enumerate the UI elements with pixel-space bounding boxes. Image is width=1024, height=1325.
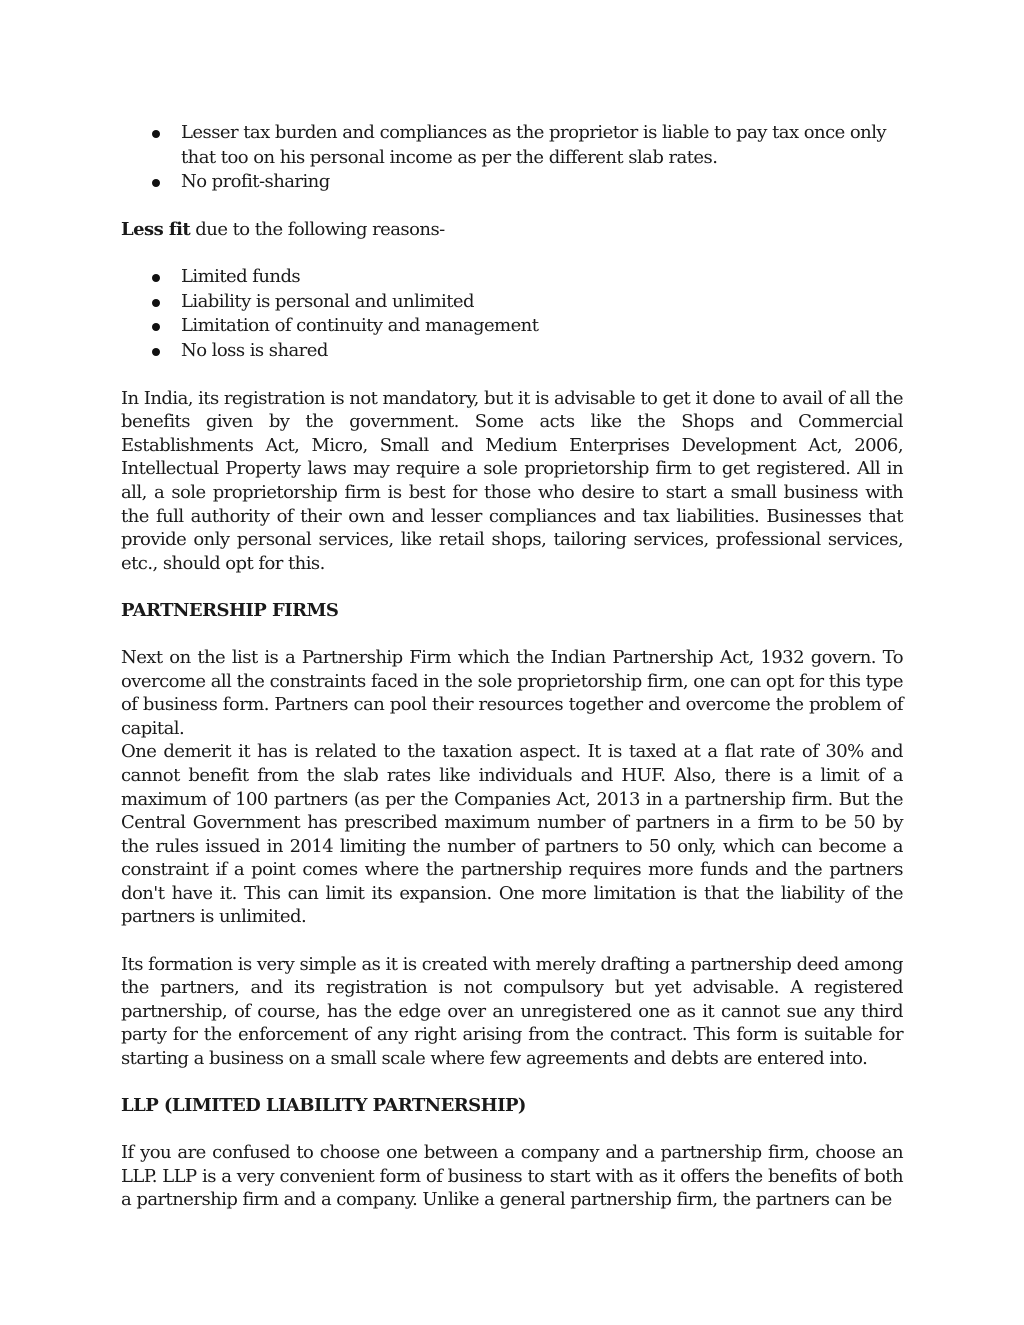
list-item [121, 290, 903, 315]
list-item-text: No loss is shared [181, 339, 328, 361]
list-item-text: No profit-sharing [181, 171, 330, 192]
less-fit-rest: due to the following reasons- [190, 219, 445, 240]
llp-heading: LLP (LIMITED LIABILITY PARTNERSHIP) [121, 1095, 526, 1117]
reasons-list [121, 265, 903, 363]
list-item [121, 170, 903, 195]
bullet-icon [152, 130, 160, 138]
llp-paragraph: If you are confused to choose one between a company and a partnership firm, choose an LLP. LLP is a very convenient form of business to start with as it offers the benefits of both a partnership firm and a company. Unlike a general partnership firm, the partners can be [121, 1142, 903, 1211]
less-fit-label: Less fit [121, 219, 191, 240]
list-item [121, 265, 903, 290]
list-item [121, 314, 903, 339]
list-item [121, 339, 903, 364]
list-item-text: Liability is personal and unlimited [181, 290, 474, 312]
bullet-icon [152, 348, 160, 356]
india-registration-paragraph: In India, its registration is not mandatory, but it is advisable to get it done to avail of all the benefits given by the government. Some acts like the Shops and Commercial Establishments Act, Micro, Small and Medium Enterprises Development Act, 2006, Intellectual Property laws may require a sole proprietorship firm to get registered. All in all, a sole proprietorship firm is best for those who desire to start a small business with the full authority of their own and lesser compliances and tax liabilities. Businesses that provide only personal services, like retail shops, tailoring services, professional services, etc., should opt for this. [121, 387, 903, 574]
bullet-icon [152, 179, 160, 187]
partnership-paragraph: Next on the list is a Partnership Firm which the Indian Partnership Act, 1932 govern. To overcome all the constraints faced in the sole proprietorship firm, one can opt for this type of business form. Partners can pool their resources together and overcome the problem of capital. [121, 646, 903, 739]
partnership-heading: PARTNERSHIP FIRMS [121, 599, 339, 621]
document-page [121, 121, 903, 1212]
bullet-icon [152, 323, 160, 331]
list-item-text: Lesser tax burden and compliances as the proprietor is liable to pay tax once only that too on his personal income as per the different slab rates. [181, 122, 887, 168]
list-item [121, 121, 903, 170]
advantages-list [121, 121, 903, 195]
list-item-text: Limitation of continuity and management [181, 315, 539, 337]
less-fit-intro [121, 218, 903, 242]
taxation-paragraph: One demerit it has is related to the taxation aspect. It is taxed at a flat rate of 30% and cannot benefit from the slab rates like individuals and HUF. Also, there is a limit of a maximum of 100 partners (as per the Companies Act, 2013 in a partnership firm. But the Central Government has prescribed maximum number of partners in a firm to be 50 by the rules issued in 2014 limiting the number of partners to 50 only, which can become a constraint if a point comes where the partnership requires more funds and the partners don't have it. This can limit its expansion. One more limitation is that the liability of the partners is unlimited. [121, 741, 903, 928]
list-item-text: Limited funds [181, 266, 301, 288]
bullet-icon [152, 274, 160, 282]
formation-paragraph: Its formation is very simple as it is created with merely drafting a partnership deed among the partners, and its registration is not compulsory but yet advisable. A registered partnership, of course, has the edge over an unregistered one as it cannot sue any third party for the enforcement of any right arising from the contract. This form is suitable for starting a business on a small scale where few agreements and debts are entered into. [121, 953, 903, 1069]
bullet-icon [152, 299, 160, 307]
